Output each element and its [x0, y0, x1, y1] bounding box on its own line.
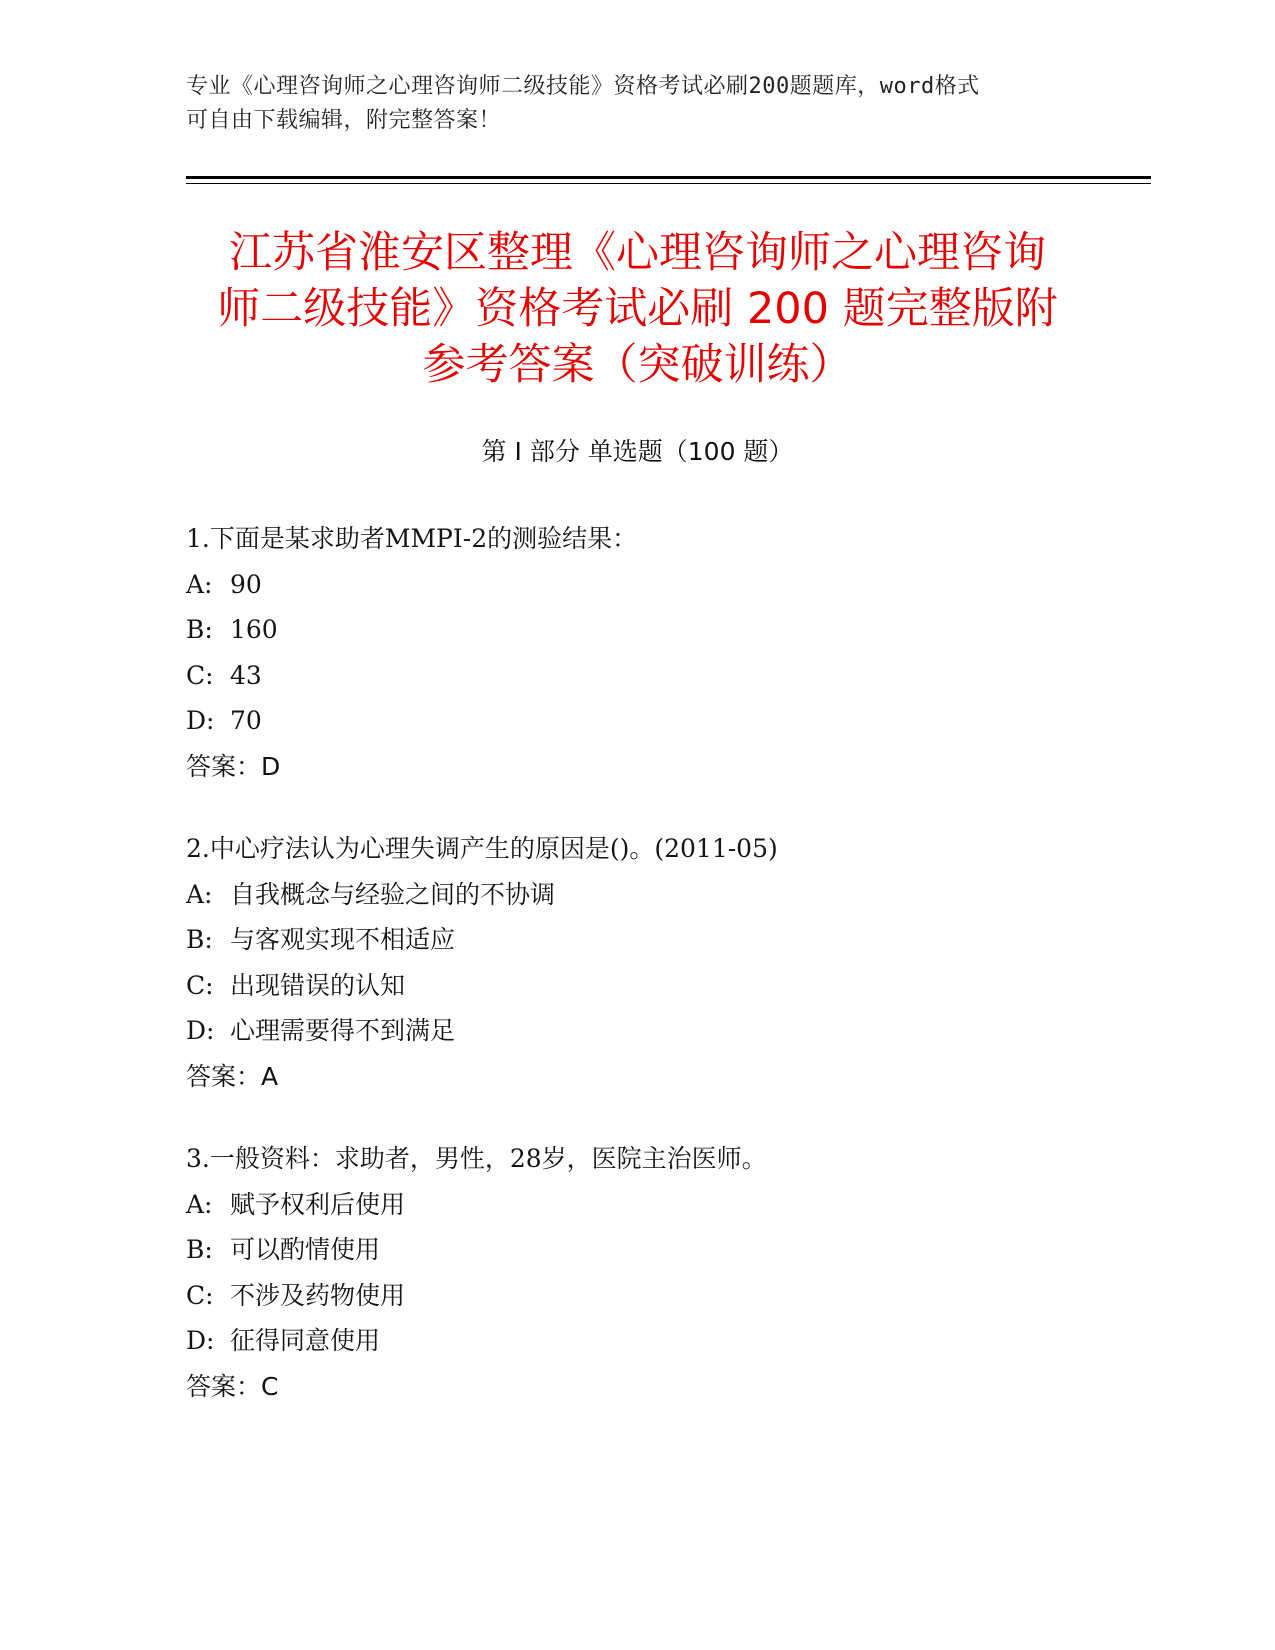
header-note	[186, 70, 1066, 138]
option-text: 征得同意使用	[230, 1326, 381, 1355]
question-text: 2.中心疗法认为心理失调产生的原因是()。(2011-05)	[186, 834, 778, 863]
option-c	[186, 653, 1146, 699]
question-list	[186, 526, 1146, 1456]
option-letter: C:	[186, 970, 214, 1000]
option-letter: A:	[186, 1189, 213, 1219]
option-c	[186, 1273, 1146, 1319]
option-text: 心理需要得不到满足	[230, 1016, 456, 1045]
option-letter: A:	[186, 569, 213, 599]
title-line3: 参考答案（突破训练）	[422, 340, 853, 390]
option-letter: B:	[186, 1235, 213, 1264]
option-text: 赋予权利后使用	[230, 1189, 406, 1219]
option-letter: C:	[186, 660, 214, 690]
option-letter: D:	[186, 1016, 215, 1045]
option-a	[186, 562, 1146, 608]
title-line2: 师二级技能》资格考试必刷 200 题完整版附	[217, 284, 1058, 334]
question-3	[186, 1136, 1146, 1409]
option-text: 70	[230, 706, 262, 735]
option-text: 160	[230, 615, 278, 644]
option-b	[186, 1227, 1146, 1273]
option-a	[186, 1182, 1146, 1228]
option-letter: D:	[186, 706, 215, 735]
answer: 答案：C	[186, 1371, 279, 1401]
option-c	[186, 963, 1146, 1009]
document-title	[150, 225, 1125, 393]
header-rule-thin	[186, 183, 1151, 184]
header-rule-thick	[186, 176, 1151, 179]
option-letter: B:	[186, 615, 213, 644]
option-d	[186, 1318, 1146, 1364]
option-text: 43	[230, 660, 262, 690]
option-letter: D:	[186, 1326, 215, 1355]
option-letter: C:	[186, 1280, 214, 1310]
question-2	[186, 826, 1146, 1099]
answer: 答案：A	[186, 1061, 279, 1091]
header-note-line1: 专业《心理咨询师之心理咨询师二级技能》资格考试必刷200题题库，word格式	[186, 74, 980, 99]
option-letter: B:	[186, 925, 213, 954]
title-line1: 江苏省淮安区整理《心理咨询师之心理咨询	[229, 228, 1046, 278]
answer: 答案：D	[186, 751, 281, 781]
question-1	[186, 516, 1146, 789]
option-text: 出现错误的认知	[230, 970, 406, 1000]
option-letter: A:	[186, 879, 213, 909]
option-text: 自我概念与经验之间的不协调	[230, 879, 556, 909]
option-a	[186, 872, 1146, 918]
option-d	[186, 698, 1146, 744]
option-b	[186, 917, 1146, 963]
option-d	[186, 1008, 1146, 1054]
section-heading: 第 I 部分 单选题（100 题）	[481, 437, 794, 466]
option-text: 90	[230, 569, 262, 599]
option-text: 不涉及药物使用	[230, 1280, 406, 1310]
question-text: 1.下面是某求助者MMPI-2的测验结果：	[186, 524, 638, 553]
option-text: 可以酌情使用	[230, 1235, 381, 1264]
header-note-line2: 可自由下载编辑，附完整答案！	[186, 108, 502, 133]
option-b	[186, 607, 1146, 653]
question-text: 3.一般资料：求助者，男性，28岁，医院主治医师。	[186, 1144, 767, 1173]
option-text: 与客观实现不相适应	[230, 925, 456, 954]
